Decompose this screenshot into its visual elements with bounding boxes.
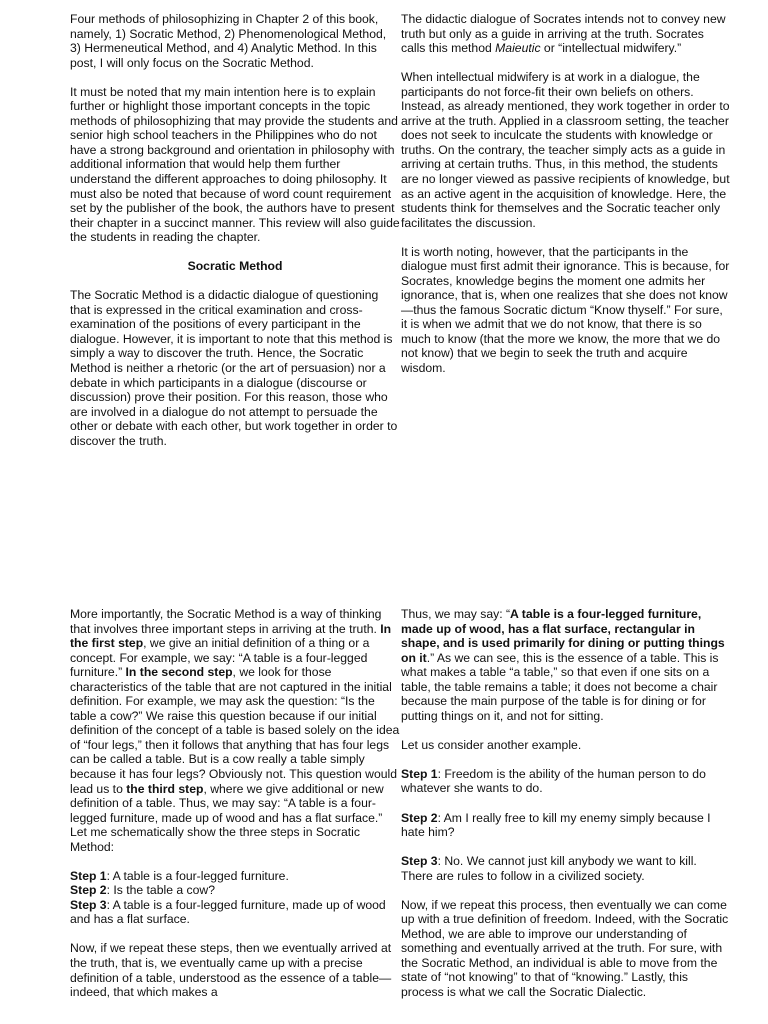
table-step-2 [70,883,400,898]
note-paragraph: It must be noted that my main intention here is to explain further or highlight those important concepts in the topic methods of philosophizing that may provide the students and senior high school teachers in the Philippines who do not have a strong background and orientation in philosophy with additional information that would help them further understand the different approaches to doing philosophy. It must also be noted that because of word count requirement set by the publisher of the book, the authors have to present their chapter in a succinct manner. This review will also guide the students in reading the chapter. [70,84,400,245]
step-text: : Freedom is the ability of the human person to do whatever she wants to do. [401,766,706,796]
repeat-steps-paragraph: Now, if we repeat these steps, then we eventually arrived at the truth, that is, we eventually came up with a precise definition of a table, understood as the essence of a table—indeed, that which makes a [70,941,392,1000]
page2-left-column [70,607,400,1014]
step-text: : Is the table a cow? [106,883,215,898]
definition-paragraph: The Socratic Method is a didactic dialogue of questioning that is expressed in the critical examination and cross-examination of the positions of every participant in the dialogue. However, it is important to note that this method is simply a way to discover the truth. Hence, the Socratic Method is neither a rhetoric (or the art of persuasion) nor a debate in which participants in a dialogue (discourse or discussion) prove their position. For this reason, those who are involved in a dialogue do not attempt to persuade the other or debate with each other, but work together in order to discover the truth. [70,288,398,448]
second-step-term: In the second step [125,665,233,680]
dialectic-paragraph: Now, if we repeat this process, then eventually we can come up with a true definition of freedom. Indeed, with the Socratic Method, we are able to improve our understanding of something and eventually arrived at the truth. For sure, with the Socratic Method, an individual is able to move from the state of “not knowing” to that of “knowing.” Lastly, this process is what we call the Socratic Dialectic. [401,897,729,999]
step-label: Step 2 [401,810,438,825]
step-text: : A table is a four-legged furniture, made up of wood and has a flat surface. [70,897,386,927]
step-label: Step 2 [70,883,107,898]
didactic-paragraph [401,12,731,56]
first-step-term: In the first step [70,621,392,651]
page1-left-column [70,12,400,463]
three-steps-text-e: , where we give additional or new definition of a table. Thus, we may say: “A table is a four-legged furniture, made up of wood and has a flat surface.” Let me schematically show the three steps in Socratic Method: [70,781,384,854]
essence-paragraph [401,607,731,723]
step-label: Step 1 [401,766,438,781]
table-step-1 [70,869,400,884]
table-definition-bold: A table is a four-legged furniture, made up of wood, has a flat surface, rectangular in shape, and is used primarily for dining or putting things on it [401,607,725,665]
maieutic-term: Maieutic [495,41,541,56]
essence-text-c: .” As we can see, this is the essence of a table. This is what makes a table “a table,” so that even if one sits on a table, the table remains a table; it does not become a chair because the main purpose of the table is for dining or for putting things on it, and not for sitting. [401,650,719,723]
step-text: : A table is a four-legged furniture. [106,868,289,883]
step-label: Step 1 [70,868,107,883]
step-label: Step 3 [70,897,107,912]
table-step-3 [70,898,400,927]
section-heading: Socratic Method [187,259,283,274]
freedom-step-1 [401,767,731,796]
another-example-paragraph: Let us consider another example. [401,737,582,752]
third-step-term: the third step [126,781,204,796]
essence-text-a: Thus, we may say: “ [401,607,511,621]
three-steps-text-a: More importantly, the Socratic Method is a way of thinking that involves three important steps in arriving at the truth. [70,607,382,636]
intro-paragraph: Four methods of philosophizing in Chapter 2 of this book, namely, 1) Socratic Method, 2) Phenomenological Method, 3) Hermeneutical Method, and 4) Analytic Method. In this post, I will only focus on the Socratic Method. [70,12,387,70]
step-label: Step 3 [401,854,438,869]
three-steps-text-c: , we give an initial definition of a thing or a concept. For example, we say: “A table is a four-legged furniture.” [70,636,370,680]
three-steps-paragraph [70,607,400,854]
step-text: : No. We cannot just kill anybody we want to kill. There are rules to follow in a civilized society. [401,854,697,883]
table-steps-list [70,869,400,927]
didactic-text-b: or “intellectual midwifery.” [540,41,682,56]
three-steps-text-d: , we look for those characteristics of the table that are not captured in the initial definition. For example, we may ask the question: “Is the table a cow?” We raise this question because if our initial definition of the concept of a table is based solely on the idea of “four legs,” then it follows that anything that has four legs can be called a table. But is a cow really a table simply because it has four legs? Obviously not. This question would lead us to [70,665,400,796]
freedom-step-2 [401,811,731,840]
step-text: : Am I really free to kill my enemy simply because I hate him? [401,810,711,840]
freedom-step-3 [401,854,731,883]
midwifery-paragraph: When intellectual midwifery is at work in a dialogue, the participants do not force-fit their own beliefs on others. Instead, as already mentioned, they work together in order to arrive at the truth. Applied in a classroom setting, the teacher does not seek to inculcate the students with knowledge or truths. On the contrary, the teacher simply acts as a guide in arriving at certain truths. Thus, in this method, the students are no longer viewed as passive recipients of knowledge, but as an active agent in the acquisition of knowledge. Here, the students think for themselves and the Socratic teacher only facilitates the discussion. [401,70,730,230]
page2-right-column [401,607,731,1014]
didactic-text-a: The didactic dialogue of Socrates intends not to convey new truth but only as a guide in arriving at the truth. Socrates calls this method [401,12,726,56]
ignorance-paragraph: It is worth noting, however, that the participants in the dialogue must first admit their ignorance. This is because, for Socrates, knowledge begins the moment one admits her ignorance, that is, when one realizes that she does not know—thus the famous Socratic dictum “Know thyself.” For sure, it is when we admit that we do not know, that there is so much to know (that the more we know, the more that we do not know) that we begin to seek the truth and acquire wisdom. [401,244,730,376]
page1-right-column [401,12,731,390]
